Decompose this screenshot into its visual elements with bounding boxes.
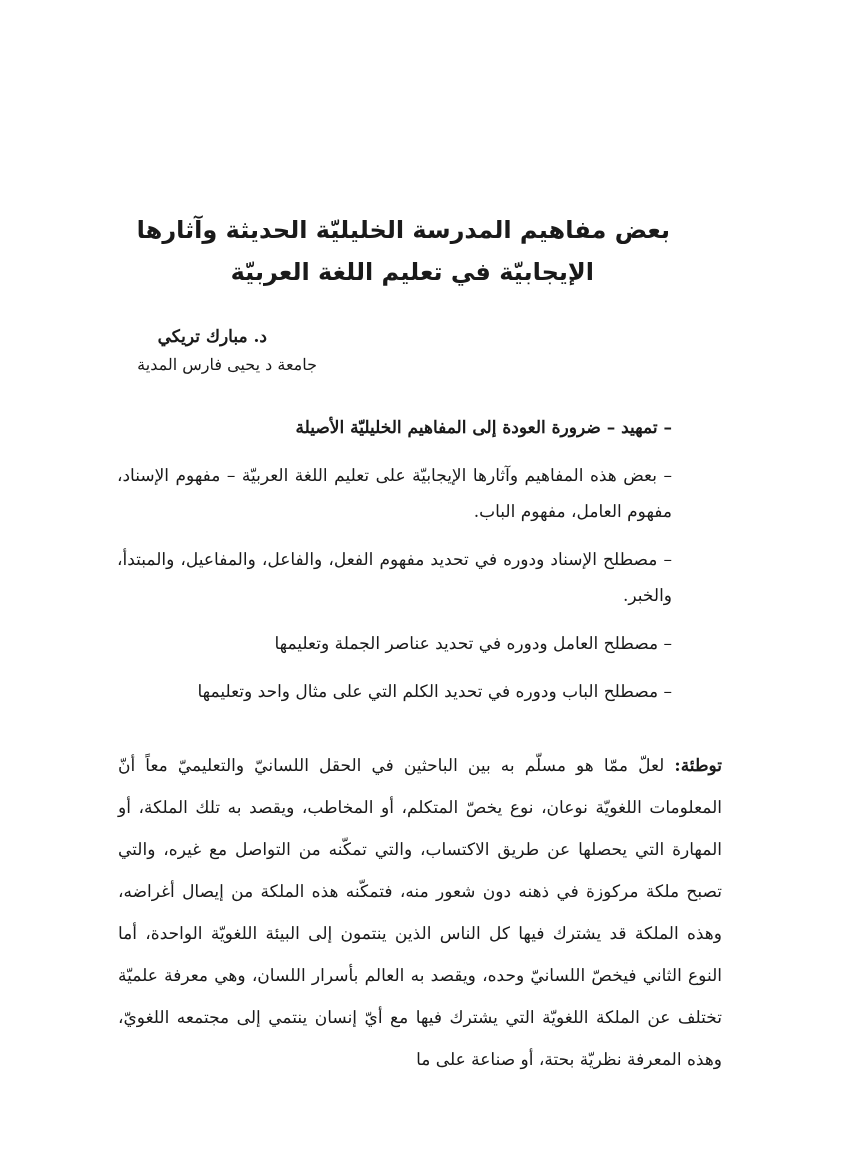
author-affiliation: جامعة د يحيى فارس المدية (137, 355, 317, 374)
paragraph-lead: توطئة: (674, 756, 722, 776)
outline-item: – تمهيد – ضرورة العودة إلى المفاهيم الخليليّة الأصيلة (295, 418, 672, 438)
title-line-1: بعض مفاهيم المدرسة الخليليّة الحديثة وآثارها (136, 216, 670, 244)
author-name: د. مبارك تريكي (157, 327, 267, 347)
outline-list (117, 410, 672, 722)
outline-item: – مصطلح العامل ودوره في تحديد عناصر الجملة وتعليمها (274, 634, 672, 654)
title-line-2: الإيجابيّة في تعليم اللغة العربيّة (230, 258, 594, 286)
paragraph-text: لعلّ ممّا هو مسلّم به بين الباحثين في الحقل اللسانيّ والتعليميّ معاً أنّ المعلومات اللغويّة نوعان، نوع يخصّ المتكلم، أو المخاطب، ويقصد به تلك الملكة، أو المهارة التي يحصلها عن طريق الاكتساب، والتي تمكّنه من التواصل مع غيره، والتي تصبح ملكة مركوزة في ذهنه دون شعور منه، فتمكّنه هذه الملكة من إيصال أغراضه، وهذه الملكة قد يشترك فيها كل الناس الذين ينتمون إلى البيئة اللغويّة الواحدة، أما النوع الثاني فيخصّ اللسانيّ وحده، ويقصد به العالم بأسرار اللسان، وهي معرفة علميّة تختلف عن الملكة اللغويّة التي يشترك فيها مع أيّ إنسان ينتمي إلى مجتمعه اللغويّ، وهذه المعرفة نظريّة بحتة، أو صناعة على ما (118, 756, 722, 1070)
outline-item: – مصطلح الإسناد ودوره في تحديد مفهوم الفعل، والفاعل، والمفاعيل، والمبتدأ، والخبر. (117, 550, 672, 606)
outline-item: – مصطلح الباب ودوره في تحديد الكلم التي على مثال واحد وتعليمها (197, 682, 672, 702)
body-paragraph (118, 745, 722, 1081)
outline-item: – بعض هذه المفاهيم وآثارها الإيجابيّة على تعليم اللغة العربيّة – مفهوم الإسناد، مفهوم العامل، مفهوم الباب. (117, 466, 672, 522)
